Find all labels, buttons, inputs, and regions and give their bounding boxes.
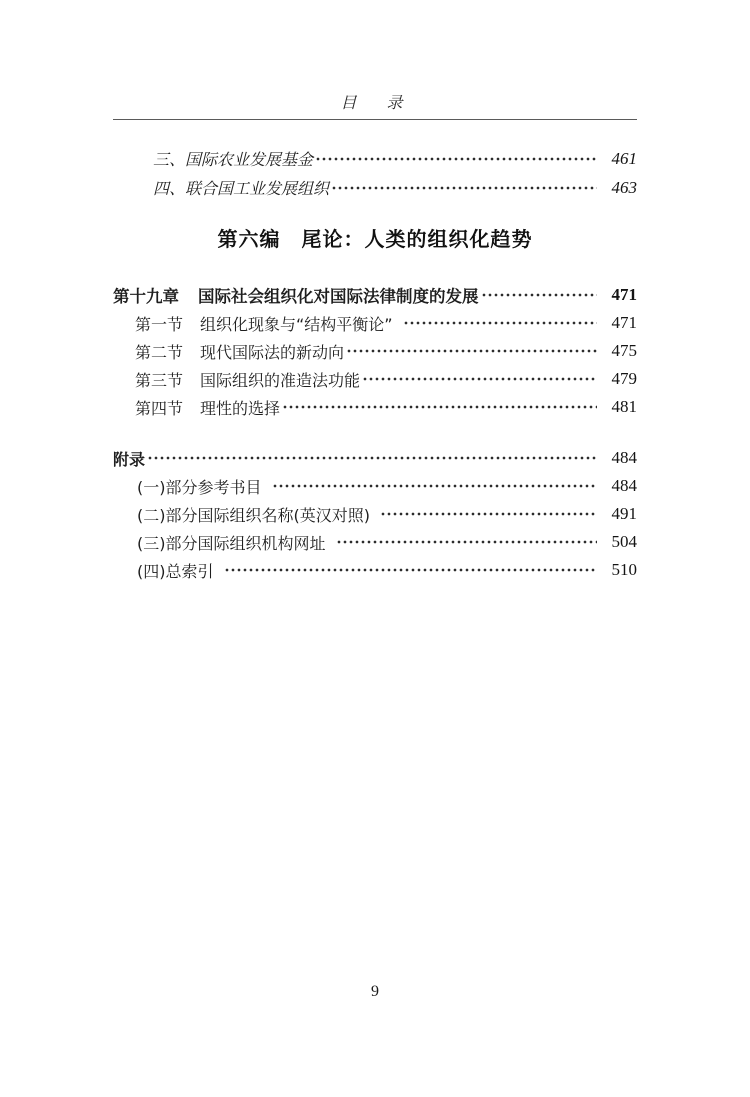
toc-row — [113, 556, 637, 584]
dot-leader — [362, 365, 597, 393]
toc-row — [113, 528, 637, 556]
toc-entry-prefix: 第一节 — [135, 314, 184, 334]
toc-entry-page: 491 — [611, 504, 637, 523]
toc-row — [113, 309, 637, 337]
dot-leader — [282, 393, 597, 421]
toc-row — [113, 444, 637, 472]
toc-entry-prefix: 第二节 — [135, 342, 184, 362]
toc-entry-page: 463 — [611, 177, 637, 197]
toc-entry-page: 475 — [611, 341, 637, 360]
toc-entry-title: 附录 — [113, 449, 146, 469]
toc-entry-title: 联合国工业发展组织 — [185, 179, 330, 198]
toc-row — [113, 393, 637, 421]
toc-entry-prefix: 第十九章 — [113, 287, 179, 306]
toc-entry-title: 国际农业发展基金 — [185, 150, 314, 169]
toc-entry-page: 471 — [611, 313, 637, 332]
toc-entry-page: 484 — [611, 476, 637, 495]
toc-entry-title: (一)部分参考书目 — [137, 477, 262, 497]
toc-entry-title: (三)部分国际组织机构网址 — [137, 533, 326, 553]
toc-entry-prefix: 三、 — [153, 150, 186, 169]
dot-leader — [403, 309, 597, 337]
toc-entry-title: 国际组织的准造法功能 — [200, 370, 361, 390]
toc-entry-title: 国际社会组织化对国际法律制度的发展 — [198, 287, 479, 306]
toc-row — [113, 173, 637, 202]
toc-row — [113, 500, 637, 528]
toc-entry-page: 510 — [611, 560, 637, 579]
toc-entry-title: 理性的选择 — [200, 398, 281, 418]
toc-row — [113, 472, 637, 500]
page-number: 9 — [371, 983, 379, 1000]
toc-entry-prefix: 四、 — [153, 179, 186, 198]
toc-row — [113, 281, 637, 309]
toc-entry-title: (二)部分国际组织名称(英汉对照) — [137, 505, 370, 525]
toc-entry-page: 481 — [611, 397, 637, 416]
dot-leader — [331, 173, 597, 202]
toc-entry-title: 组织化现象与“结构平衡论” — [200, 314, 393, 334]
toc-entry-page: 461 — [611, 148, 637, 168]
dot-leader — [272, 472, 598, 500]
dot-leader — [346, 337, 597, 365]
toc-row — [113, 337, 637, 365]
dot-leader — [315, 144, 597, 173]
toc-entry-page: 484 — [611, 448, 637, 467]
page-title: 目 录 — [340, 93, 410, 112]
dot-leader — [380, 500, 597, 528]
dot-leader — [336, 528, 598, 556]
part-heading: 第六编 尾论：人类的组织化趋势 — [217, 227, 533, 251]
toc-entry-page: 479 — [611, 369, 637, 388]
toc-entry-title: 现代国际法的新动向 — [200, 342, 345, 362]
page-content — [113, 0, 637, 584]
dot-leader — [224, 556, 598, 584]
toc-entry-prefix: 第四节 — [135, 398, 184, 418]
dot-leader — [147, 444, 597, 472]
toc-entry-prefix: 第三节 — [135, 370, 184, 390]
toc-row — [113, 365, 637, 393]
dot-leader — [481, 281, 598, 309]
toc-entry-page: 504 — [611, 532, 637, 551]
header-divider — [113, 119, 637, 120]
toc-entry-title: (四)总索引 — [137, 561, 214, 581]
toc-row — [113, 144, 637, 173]
toc-entry-page: 471 — [611, 285, 637, 304]
